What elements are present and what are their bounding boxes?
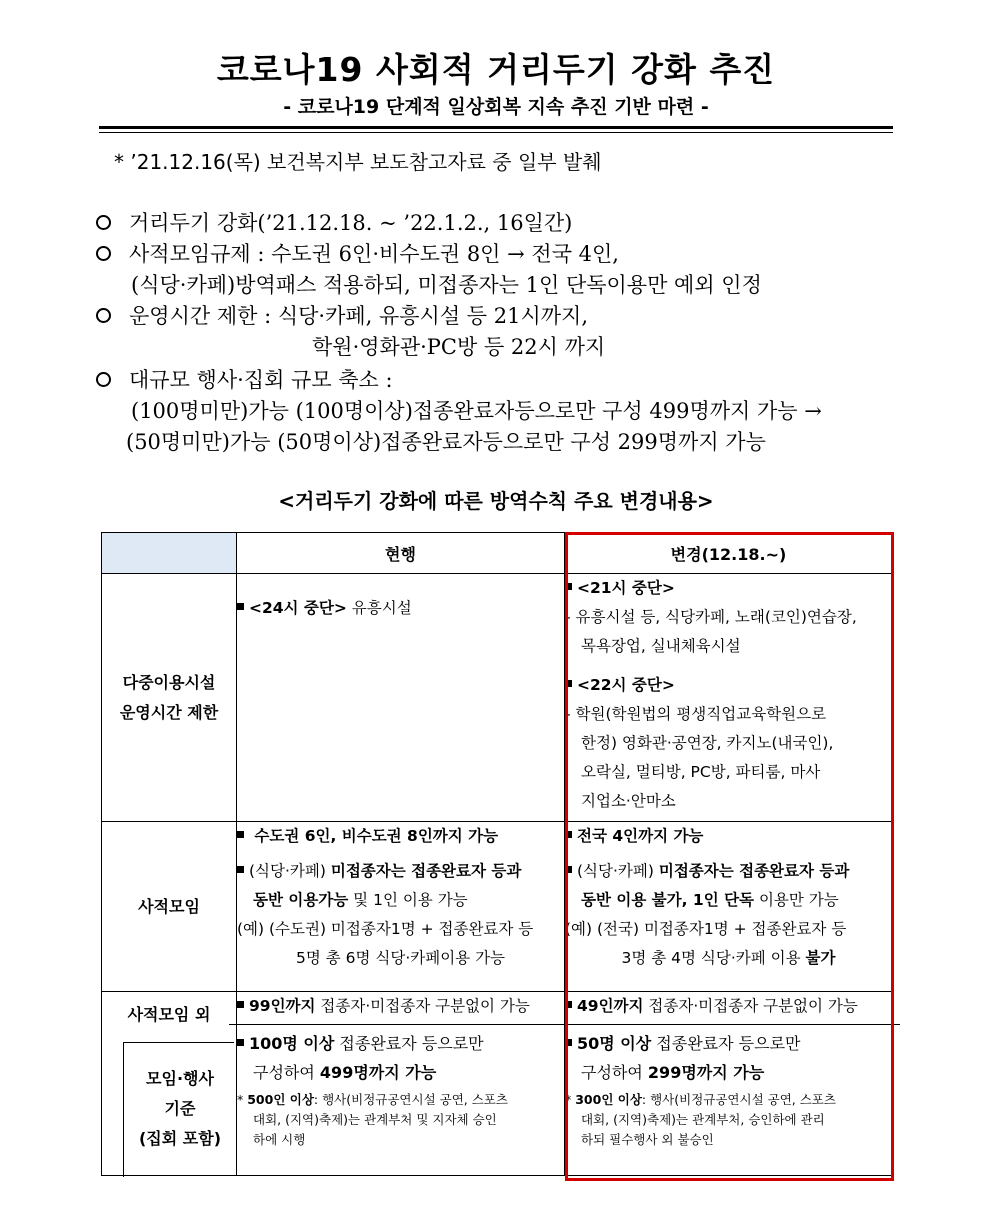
square-bullet-icon [237, 831, 244, 838]
change-hours-cell: <21시 중단> - 유흥시설 등, 식당카페, 노래(코인)연습장, 목욕장업, 실내체육시설 <22시 중단> - 학원(학원법의 평생직업교육학원으로 한정) 영화관·공연장, 카지노(내국인), 오락실, 멀티방, PC방, 파티룸, 마사 지업소·안마소 [565, 574, 893, 822]
row-label-events: 사적모임 외 모임·행사 기준 (집회 포함) [102, 992, 237, 1176]
bullet-continuation: 학원·영화관·PC방 등 22시 까지 [312, 335, 606, 359]
circle-bullet-icon [96, 372, 111, 387]
page-title: 코로나19 사회적 거리두기 강화 추진 [216, 50, 776, 89]
current-gathering-cell: 수도권 6인, 비수도권 8인까지 가능 (식당·카페) 미접종자는 접종완료자 등과 동반 이용가능 및 1인 이용 가능 (예) (수도권) 미접종자1명 + 접종완료자 등 5명 총 6명 식당·카페이용 가능 [237, 822, 565, 992]
square-bullet-icon [565, 831, 572, 838]
header-change: 변경(12.18.~) [565, 533, 893, 574]
square-bullet-icon [565, 1039, 572, 1046]
bullet-continuation: (식당·카페)방역패스 적용하되, 미접종자는 1인 단독이용만 예외 인정 [131, 273, 762, 297]
events-sublabel-box [123, 1042, 234, 1177]
square-bullet-icon [565, 680, 572, 687]
current-hours-cell: <24시 중단> 유흥시설 [237, 574, 565, 822]
title-rule [99, 126, 893, 129]
current-events-cell: 99인까지 접종자·미접종자 구분없이 가능 100명 이상 접종완료자 등으로만 구성하여 499명까지 가능 * 500인 이상: 행사(비정규공연시설 공연, 스포츠 대회, (지역)축제)는 관계부처 및 지자체 승인 하에 시행 [237, 992, 565, 1176]
source-note: * ’21.12.16(목) 보건복지부 보도참고자료 중 일부 발췌 [114, 150, 602, 174]
square-bullet-icon [565, 583, 572, 590]
row-label-gathering: 사적모임 [102, 822, 237, 992]
bullet-item: 운영시간 제한 : 식당·카페, 유흥시설 등 21시까지, [96, 300, 588, 330]
bullet-continuation: (100명미만)가능 (100명이상)접종완료자등으로만 구성 499명까지 가능 → [131, 399, 822, 423]
square-bullet-icon [237, 1039, 244, 1046]
circle-bullet-icon [96, 215, 111, 230]
table-caption: <거리두기 강화에 따른 방역수칙 주요 변경내용> [278, 489, 714, 513]
square-bullet-icon [237, 866, 244, 873]
row-label-hours: 다중이용시설 운영시간 제한 [102, 574, 237, 822]
square-bullet-icon [237, 603, 244, 610]
change-events-cell: 49인까지 접종자·미접종자 구분없이 가능 50명 이상 접종완료자 등으로만 구성하여 299명까지 가능 * 300인 이상: 행사(비정규공연시설 공연, 스포츠 대회, (지역)축제)는 관계부처, 승인하에 관리 하되 필수행사 외 불승인 [565, 992, 893, 1176]
circle-bullet-icon [96, 246, 111, 261]
bullet-item: 사적모임규제 : 수도권 6인·비수도권 8인 → 전국 4인, [96, 238, 619, 268]
bullet-item: 거리두기 강화(’21.12.18. ~ ’22.1.2., 16일간) [96, 207, 572, 237]
header-current: 현행 [237, 533, 565, 574]
square-bullet-icon [565, 1001, 572, 1008]
square-bullet-icon [565, 866, 572, 873]
page-subtitle: - 코로나19 단계적 일상회복 지속 추진 기반 마련 - [283, 96, 709, 118]
bullet-continuation: (50명미만)가능 (50명이상)접종완료자등으로만 구성 299명까지 가능 [126, 430, 766, 454]
circle-bullet-icon [96, 308, 111, 323]
change-gathering-cell: 전국 4인까지 가능 (식당·카페) 미접종자는 접종완료자 등과 동반 이용 불가, 1인 단독 이용만 가능 (예) (전국) 미접종자1명 + 접종완료자 등 3명 총 4명 식당·카페 이용 불가 [565, 822, 893, 992]
title-rule-thin [99, 132, 893, 133]
header-blank-cell [102, 533, 237, 574]
bullet-item: 대규모 행사·집회 규모 축소 : [96, 364, 393, 394]
square-bullet-icon [237, 1001, 244, 1008]
